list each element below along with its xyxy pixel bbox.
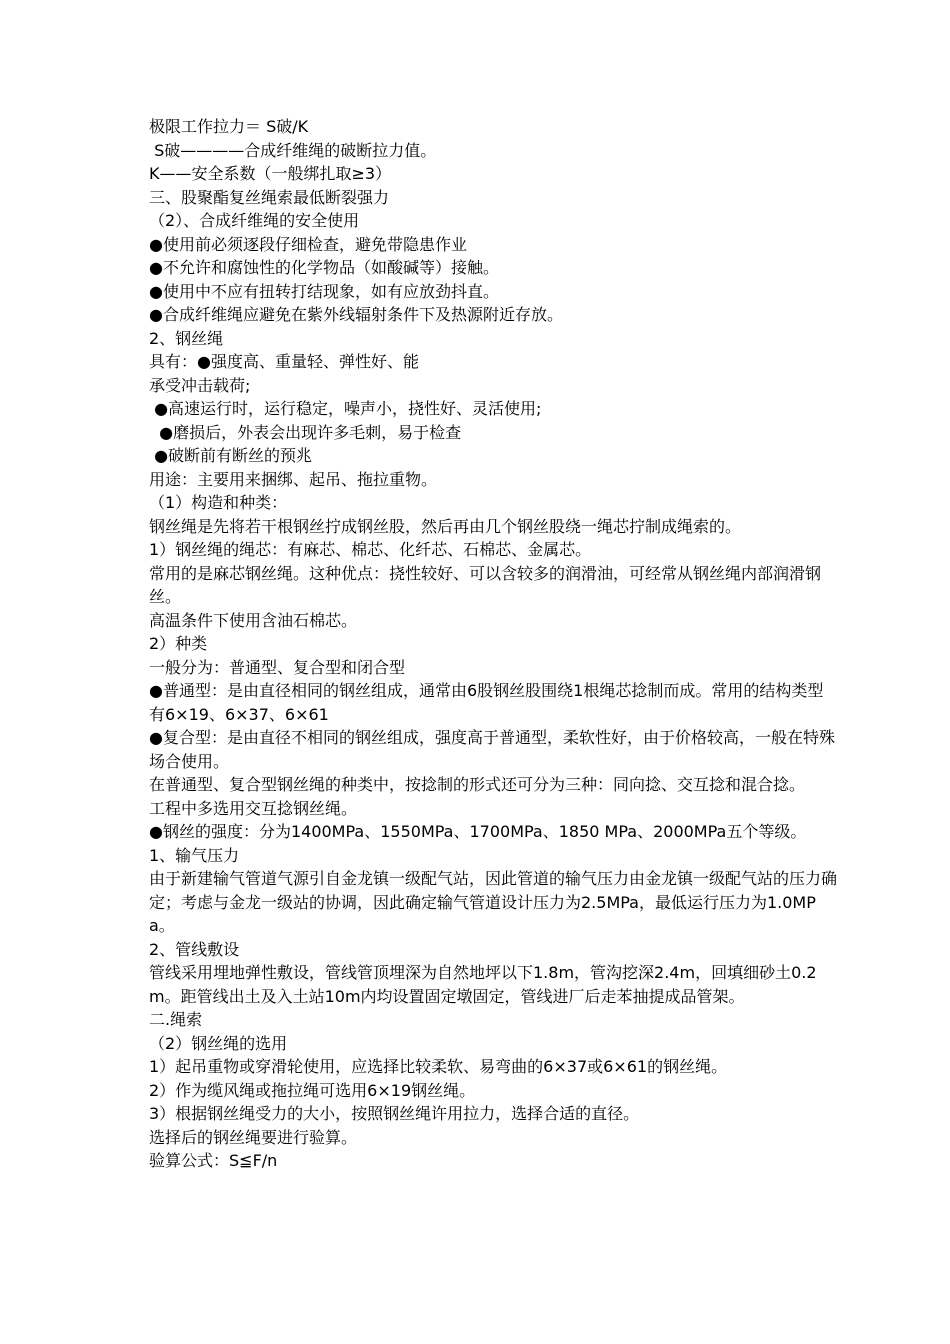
text-line: 3）根据钢丝绳受力的大小，按照钢丝绳许用拉力，选择合适的直径。 [149, 1104, 640, 1123]
text-line: 2）作为缆风绳或拖拉绳可选用6×19钢丝绳。 [149, 1080, 476, 1100]
text-line: 一般分为：普通型、复合型和闭合型 [149, 657, 406, 677]
text-line: ●合成纤维绳应避免在紫外线辐射条件下及热源附近存放。 [149, 305, 563, 324]
text-line: 具有：●强度高、重量轻、弹性好、能 [149, 352, 419, 371]
text-line: ●不允许和腐蚀性的化学物品（如酸碱等）接触。 [149, 258, 499, 277]
text-line: 2、钢丝绳 [149, 328, 224, 348]
text-line: （2）钢丝绳的选用 [149, 1033, 288, 1053]
text-line: 用途：主要用来捆绑、起吊、拖拉重物。 [149, 469, 438, 489]
text-line: ●钢丝的强度：分为1400MPa、1550MPa、1700MPa、1850 MPa、2000MPa五个等级。 [149, 822, 807, 841]
text-line: 2、管线敷设 [149, 939, 240, 959]
text-line: 1）钢丝绳的绳芯：有麻芯、棉芯、化纤芯、石棉芯、金属芯。 [149, 540, 592, 559]
document-body [149, 115, 839, 1173]
text-line: 钢丝绳是先将若干根钢丝拧成钢丝股，然后再由几个钢丝股绕一绳芯拧制成绳索的。 [149, 516, 742, 536]
text-line: 管线采用埋地弹性敷设，管线管顶埋深为自然地坪以下1.8m，管沟挖深2.4m，回填细砂土0.2m。距管线出土及入土站10m内均设置固定墩固定，管线进厂后走苯抽提成品管架。 [149, 963, 817, 1006]
text-line: 1）起吊重物或穿滑轮使用，应选择比较柔软、易弯曲的6×37或6×61的钢丝绳。 [149, 1057, 728, 1076]
text-line: 1、输气压力 [149, 845, 240, 865]
text-line: ●普通型：是由直径相同的钢丝组成，通常由6股钢丝股围绕1根绳芯捻制而成。常用的结构类型有6×19、6×37、6×61 [149, 681, 824, 724]
text-line: 工程中多选用交互捻钢丝绳。 [149, 798, 358, 818]
text-line: 常用的是麻芯钢丝绳。这种优点：挠性较好、可以含较多的润滑油，可经常从钢丝绳内部润滑钢丝。 [149, 563, 822, 606]
text-line: 2）种类 [149, 634, 208, 653]
text-line: ●复合型：是由直径不相同的钢丝组成，强度高于普通型，柔软性好，由于价格较高，一般在特殊场合使用。 [149, 728, 835, 771]
text-line: S破————合成纤维绳的破断拉力值。 [149, 140, 437, 160]
text-line: ●高速运行时，运行稳定，噪声小，挠性好、灵活使用; [149, 399, 542, 418]
text-line: 选择后的钢丝绳要进行验算。 [149, 1127, 358, 1147]
text-line: 在普通型、复合型钢丝绳的种类中，按捻制的形式还可分为三种：同向捻、交互捻和混合捻。 [149, 775, 806, 794]
text-line: 承受冲击载荷; [149, 375, 251, 395]
text-line: ●磨损后，外表会出现许多毛刺，易于检查 [149, 422, 462, 442]
text-line: （1）构造和种类： [149, 493, 288, 512]
text-line: 高温条件下使用含油石棉芯。 [149, 610, 358, 630]
text-line: （2）、合成纤维绳的安全使用 [149, 211, 360, 230]
text-line: 由于新建输气管道气源引自金龙镇一级配气站，因此管道的输气压力由金龙镇一级配气站的压力确定；考虑与金龙一级站的协调，因此确定输气管道设计压力为2.5MPa，最低运行压力为1.0MPa。 [149, 869, 838, 935]
text-line: ●破断前有断丝的预兆 [149, 446, 313, 465]
text-line: 验算公式：S≦F/n [149, 1151, 278, 1170]
text-line: K——安全系数（一般绑扎取≥3） [149, 164, 392, 183]
text-line: ●使用前必须逐段仔细检查，避免带隐患作业 [149, 234, 467, 254]
text-line: ●使用中不应有扭转打结现象，如有应放劲抖直。 [149, 281, 499, 301]
text-line: 二.绳索 [149, 1010, 203, 1029]
text-line: 三、股聚酯复丝绳索最低断裂强力 [149, 187, 390, 207]
text-line: 极限工作拉力＝ S破/K [149, 117, 309, 136]
